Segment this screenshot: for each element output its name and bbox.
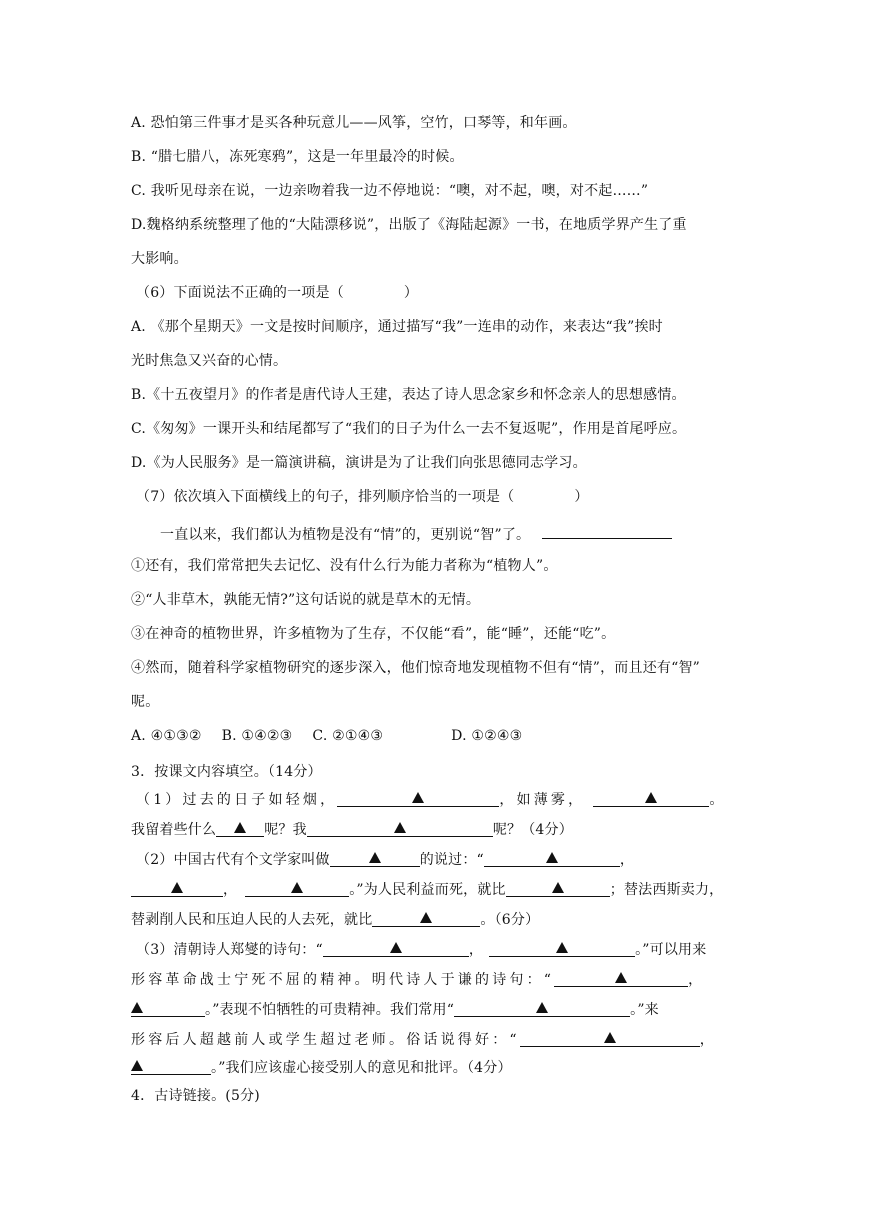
q6-option-d: D.《为人民服务》是一篇演讲稿，演讲是为了让我们向张思德同志学习。 (131, 455, 587, 471)
triangle-marker-icon (131, 1002, 143, 1013)
triangle-marker-icon (645, 792, 657, 803)
q3-part3-text-j: 。”我们应该虚心接受别人的意见和批评。（4分） (211, 1060, 512, 1076)
q3-part1-line2 (131, 820, 573, 840)
q3-part2-line3 (131, 910, 539, 930)
triangle-marker-icon (556, 942, 568, 953)
triangle-marker-icon (552, 882, 564, 893)
triangle-marker-icon (412, 792, 424, 803)
q7-stem-close: ） (574, 489, 589, 505)
answer-blank[interactable] (330, 850, 420, 867)
q3-part1-text-f: 呢？（4分） (492, 822, 573, 838)
triangle-marker-icon (615, 972, 627, 983)
answer-blank[interactable] (323, 940, 469, 957)
q3-part2-text-a: （2）中国古代有个文学家叫做 (136, 852, 330, 868)
q5-option-b: B. “腊七腊八，冻死寒鸦”，这是一年里最冷的时候。 (131, 149, 464, 165)
triangle-marker-icon (131, 1060, 143, 1071)
answer-blank[interactable] (131, 880, 223, 897)
triangle-marker-icon (420, 912, 432, 923)
q3-part2-text-d: ， (223, 882, 238, 898)
triangle-marker-icon (394, 822, 406, 833)
answer-blank[interactable] (520, 1030, 700, 1047)
triangle-marker-icon (234, 822, 246, 833)
triangle-marker-icon (171, 882, 183, 893)
q3-part3-line3 (131, 1000, 659, 1020)
q7-sentence-3: ③在神奇的植物世界，许多植物为了生存，不仅能“看”，能“睡”，还能“吃”。 (131, 626, 616, 642)
answer-blank[interactable] (542, 522, 672, 539)
q5-option-a: A. 恐怕第三件事才是买各种玩意儿——风筝，空竹，口琴等，和年画。 (131, 115, 577, 131)
triangle-marker-icon (604, 1032, 616, 1043)
answer-blank[interactable] (131, 1000, 205, 1017)
answer-blank[interactable] (489, 940, 635, 957)
triangle-marker-icon (546, 852, 558, 863)
q7-option-a: A. ④①③② (131, 728, 202, 744)
answer-blank[interactable] (337, 790, 499, 807)
q4-title: 4．古诗链接。(5分) (131, 1088, 260, 1104)
q3-part3-line2 (131, 970, 702, 990)
q6-stem (136, 283, 418, 303)
q7-intro (160, 522, 672, 545)
q3-part2-text-f: ；替法西斯卖力， (609, 882, 724, 898)
q3-part1-text-e: 呢？我 (264, 822, 307, 838)
q3-title: 3．按课文内容填空。（14分） (131, 764, 322, 780)
q3-part2-text-h: 。（6分） (480, 912, 540, 928)
q3-part2-text-c: ， (619, 852, 635, 868)
answer-blank[interactable] (216, 820, 264, 837)
q7-option-c: C. ②①④③ (312, 728, 384, 744)
q6-option-a-line1: A. 《那个星期天》一文是按时间顺序，通过描写“我”一连串的动作，来表达“我”挨时 (131, 319, 663, 335)
q5-option-c: C. 我听见母亲在说，一边亲吻着我一边不停地说：“噢，对不起，噢，对不起……” (131, 183, 649, 199)
q3-part3-text-f: 。”表现不怕牺牲的可贵精神。我们常用“ (205, 1002, 455, 1018)
triangle-marker-icon (390, 942, 402, 953)
q5-option-d-line2: 大影响。 (131, 251, 188, 267)
q3-part3-text-h: 形容后人超越前人或学生超过老师。俗话说得好：“ (131, 1032, 520, 1048)
q3-part2-text-e: 。”为人民利益而死，就比 (349, 882, 506, 898)
q7-intro-text: 一直以来，我们都认为植物是没有“情”的，更别说“智”了。 (160, 527, 531, 543)
q3-part3-text-b: ， (468, 942, 484, 958)
q3-part1-text-d: 我留着些什么 (131, 822, 217, 838)
q3-part2-text-b: 的说过：“ (419, 852, 484, 868)
answer-blank[interactable] (245, 880, 349, 897)
q3-part3-text-g: 。”来 (630, 1002, 659, 1018)
q3-part2-text-g: 替剥削人民和压迫人民的人去死，就比 (131, 912, 373, 928)
q3-part3-text-i: ， (699, 1032, 714, 1048)
q3-part3-text-c: 。”可以用来 (635, 942, 707, 958)
answer-blank[interactable] (593, 790, 709, 807)
q7-sentence-1: ①还有，我们常常把失去记忆、没有什么行为能力者称为“植物人”。 (131, 558, 558, 574)
q7-options (131, 726, 522, 746)
answer-blank[interactable] (454, 1000, 630, 1017)
q3-part1-text-a: （1）过去的日子如轻烟， (136, 792, 338, 808)
q3-part1-text-c: 。 (709, 792, 724, 808)
answer-blank[interactable] (484, 850, 620, 867)
q3-part2-line2 (131, 880, 723, 900)
q3-part3-text-e: ， (688, 972, 703, 988)
q6-stem-text: （6）下面说法不正确的一项是（ (136, 285, 344, 301)
q3-part2-line1 (136, 850, 634, 870)
q7-stem-text: （7）依次填入下面横线上的句子，排列顺序恰当的一项是（ (136, 489, 515, 505)
answer-blank[interactable] (131, 1058, 211, 1075)
q7-option-b: B. ①④②③ (221, 728, 293, 744)
q5-option-d-line1: D.魏格纳系统整理了他的“大陆漂移说”，出版了《海陆起源》一书，在地质学界产生了重 (131, 217, 687, 233)
answer-blank[interactable] (307, 820, 493, 837)
answer-blank[interactable] (554, 970, 688, 987)
q7-sentence-4-line1: ④然而，随着科学家植物研究的逐步深入，他们惊奇地发现植物不但有“情”，而且还有“智” (131, 660, 701, 676)
q6-option-b: B.《十五夜望月》的作者是唐代诗人王建，表达了诗人思念家乡和怀念亲人的思想感情。 (131, 387, 686, 403)
q7-stem (136, 487, 589, 507)
q3-part3-line1 (136, 940, 706, 960)
triangle-marker-icon (291, 882, 303, 893)
q6-option-c: C.《匆匆》一课开头和结尾都写了“我们的日子为什么一去不复返呢”，作用是首尾呼应。 (131, 421, 687, 437)
q7-sentence-2: ②“人非草木，孰能无情?”这句话说的就是草木的无情。 (131, 592, 481, 608)
q3-part1-text-b: ，如薄雾， (499, 792, 586, 808)
q3-part1-line1 (136, 790, 724, 810)
q6-stem-close: ） (403, 285, 419, 301)
triangle-marker-icon (536, 1002, 548, 1013)
q3-part3-text-d: 形容革命战士宁死不屈的精神。明代诗人于谦的诗句：“ (131, 972, 555, 988)
q3-part3-line4 (131, 1030, 714, 1050)
q6-option-a-line2: 光时焦急又兴奋的心情。 (131, 353, 288, 369)
q7-sentence-4-line2: 呢。 (131, 694, 160, 710)
answer-blank[interactable] (506, 880, 610, 897)
q7-option-d: D. ①②④③ (451, 728, 523, 744)
q3-part3-text-a: （3）清朝诗人郑燮的诗句：“ (136, 942, 323, 958)
triangle-marker-icon (369, 852, 381, 863)
answer-blank[interactable] (372, 910, 480, 927)
q3-part3-line5 (131, 1058, 512, 1078)
